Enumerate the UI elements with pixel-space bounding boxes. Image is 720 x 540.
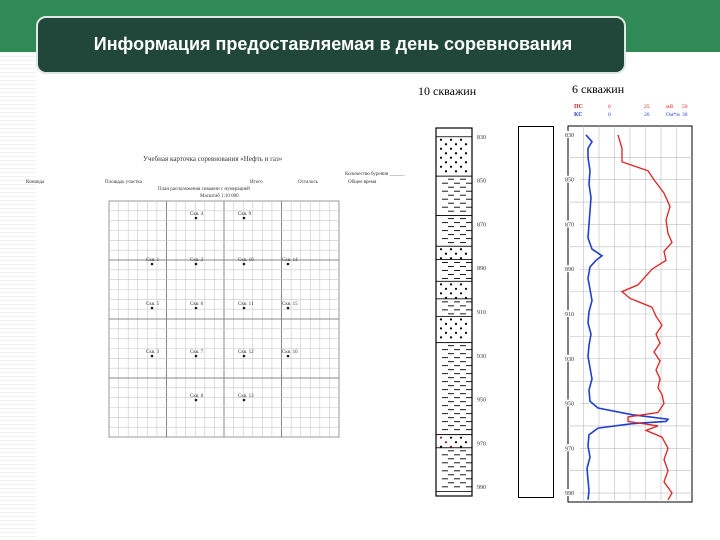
sand-pattern [460,148,462,150]
well-marker [151,355,154,358]
sand-pattern [460,318,462,320]
well-marker [195,217,198,220]
depth-tick-label: 870 [477,222,486,229]
map-team-label: Команда [26,180,45,185]
sand-pattern [450,139,452,141]
log-depth-label: 950 [565,401,574,408]
map-scale: Масштаб 1:10 000 [200,194,239,199]
well-label: Скв. 10 [238,258,254,263]
sand-pattern [450,327,452,329]
well-marker [151,263,154,266]
ps-curve-label: ПС [574,104,583,110]
well-label: Скв. 11 [238,302,254,307]
oil-sand-pattern [465,441,467,443]
log-depth-label: 890 [565,267,574,274]
sand-pattern [460,248,462,250]
log-depth-label: 850 [565,177,574,184]
sand-pattern [465,288,467,290]
ks-curve-label: КС [574,112,583,118]
oil-sand-pattern [450,437,452,439]
sand-pattern [455,152,457,154]
sand-pattern [455,288,457,290]
well-label: Скв. 5 [146,302,160,307]
well-marker [243,263,246,266]
sand-pattern [455,143,457,145]
sand-pattern [445,152,447,154]
sand-pattern [445,161,447,163]
map-plan-title: План расположения скважин с нумерацией [158,187,250,192]
sand-pattern [465,253,467,255]
log-depth-label: 870 [565,222,574,229]
well-marker [243,355,246,358]
sand-pattern [440,292,442,294]
sand-pattern [460,166,462,168]
log-depth-label: 970 [565,446,574,453]
oil-sand-pattern [440,437,442,439]
ks-scale-label: Ом*м [666,112,680,118]
sand-pattern [465,152,467,154]
sand-pattern [465,323,467,325]
sand-pattern [450,157,452,159]
sand-pattern [460,292,462,294]
ps-scale-label: 50 [682,104,688,110]
well-label: Скв. 12 [238,350,254,355]
well-marker [151,307,154,310]
lithology-layer [436,137,472,176]
ps-scale-label: мВ [666,104,674,110]
sand-pattern [440,248,442,250]
sand-pattern [450,166,452,168]
ks-scale-label: 0 [608,112,611,118]
caption-6-wells: 6 скважин [572,82,625,96]
sand-pattern [440,157,442,159]
map-total-label: Итого [250,180,263,185]
oil-sand-pattern [460,437,462,439]
well-log-chart [560,100,700,506]
caption-10-wells: 10 скважин [418,84,477,98]
well-marker [195,355,198,358]
depth-tick-label: 990 [477,485,486,492]
well-label: Скв. 9 [238,212,252,217]
sand-pattern [440,139,442,141]
ks-scale-label: 30 [682,112,688,118]
well-marker [195,307,198,310]
sand-pattern [445,253,447,255]
well-label: Скв. 14 [282,258,298,263]
map-remain-label: Осталось [298,180,318,185]
map-license-label: Площадь участка [105,180,142,185]
empty-well-column [518,126,554,498]
sand-pattern [450,336,452,338]
depth-tick-label: 830 [477,134,486,141]
well-marker [195,399,198,402]
well-label: Скв. 6 [190,302,204,307]
depth-tick-label: 890 [477,266,486,273]
sand-pattern [455,323,457,325]
sand-pattern [465,170,467,172]
depth-tick-label: 850 [477,178,486,185]
well-label: Скв. 7 [190,350,204,355]
sand-pattern [450,318,452,320]
oil-sand-pattern [455,441,457,443]
well-marker [287,355,290,358]
well-marker [243,399,246,402]
sand-pattern [445,170,447,172]
sand-pattern [440,148,442,150]
depth-tick-label: 970 [477,441,486,448]
map-wells-count: Количество бурения ______ [345,172,405,177]
sand-pattern [450,283,452,285]
sand-pattern [440,318,442,320]
log-depth-label: 830 [565,132,574,139]
well-label: Скв. 13 [238,394,254,399]
depth-tick-label: 930 [477,353,486,360]
sand-pattern [460,139,462,141]
decorative-stripes [0,52,36,540]
ps-scale-label: 25 [644,104,650,110]
sand-pattern [465,332,467,334]
sand-pattern [450,148,452,150]
sand-pattern [445,143,447,145]
well-marker [287,263,290,266]
well-label: Скв. 16 [282,350,298,355]
sand-pattern [440,166,442,168]
title-box [36,16,626,74]
sand-pattern [460,327,462,329]
sand-pattern [450,292,452,294]
sand-pattern [455,161,457,163]
well-marker [243,217,246,220]
well-marker [243,307,246,310]
ks-scale-label: 20 [644,112,650,118]
sand-pattern [460,157,462,159]
sand-pattern [445,288,447,290]
sand-pattern [445,332,447,334]
well-label: Скв. 1 [146,258,160,263]
log-depth-label: 910 [565,312,574,318]
sand-pattern [455,332,457,334]
sand-pattern [450,248,452,250]
log-depth-label: 990 [565,491,574,498]
lithology-layer [436,343,472,435]
sand-pattern [455,170,457,172]
lithology-layer [436,176,472,215]
sand-pattern [440,283,442,285]
sand-pattern [465,143,467,145]
depth-tick-label: 950 [477,397,486,404]
sand-pattern [440,336,442,338]
well-label: Скв. 3 [146,350,160,355]
well-marker [195,263,198,266]
sand-pattern [465,161,467,163]
map-free-time-label: Общее время [348,180,377,185]
slide-title: Информация предоставляемая в день соревнования [93,34,573,54]
sand-pattern [460,283,462,285]
depth-tick-label: 910 [477,310,486,316]
well-marker [287,307,290,310]
oil-sand-pattern [445,441,447,443]
map-header: Учебная карточка соревнования «Нефть и газ» [143,155,283,163]
well-label: Скв. 8 [190,394,204,399]
ps-scale-label: 0 [608,104,611,110]
sand-pattern [455,253,457,255]
well-label: Скв. 4 [190,212,204,217]
well-label: Скв. 2 [190,258,204,263]
sand-pattern [440,327,442,329]
sand-pattern [445,323,447,325]
well-label: Скв. 15 [282,302,298,307]
sand-pattern [460,336,462,338]
well-location-grid [108,200,340,438]
log-depth-label: 930 [565,356,574,363]
lithology-column [432,124,502,500]
